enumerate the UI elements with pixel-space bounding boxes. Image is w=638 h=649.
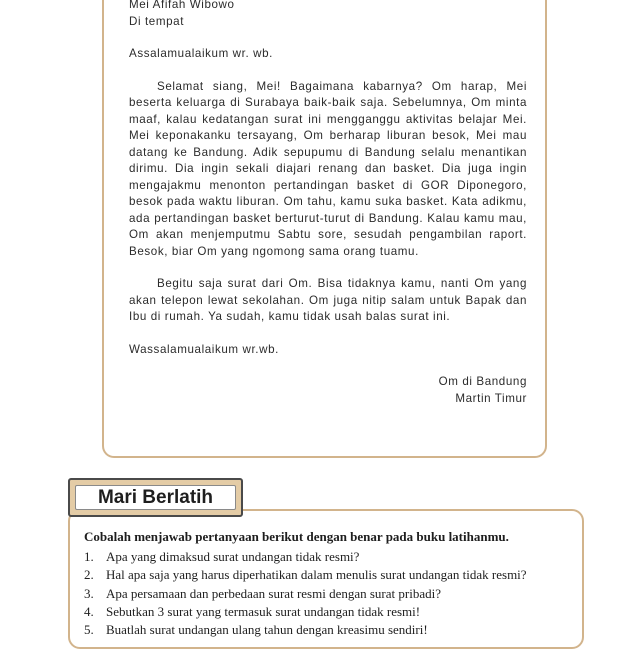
recipient-name: Mei Afifah Wibowo (129, 0, 235, 11)
question-text: Sebutkan 3 surat yang termasuk surat undangan tidak resmi! (106, 603, 421, 619)
question-item (84, 603, 574, 621)
letter-paragraph-2: Begitu saja surat dari Om. Bisa tidaknya kamu, nanti Om yang akan telepon lewat sekolahan. Om juga nitip salam untuk Bapak dan Ibu di rumah. Ya sudah, kamu tidak usah balas surat ini. (129, 277, 527, 323)
letter-body (129, 0, 527, 407)
question-number: 2. (84, 567, 94, 583)
question-item (84, 585, 574, 603)
signature-place: Om di Bandung (438, 375, 527, 388)
question-text: Apa yang dimaksud surat undangan tidak resmi? (106, 549, 360, 564)
question-text: Buatlah surat undangan ulang tahun dengan kreasimu sendiri! (106, 622, 428, 638)
exercise-content (84, 528, 574, 639)
question-text: Hal apa saja yang harus diperhatikan dalam menulis surat undangan tidak resmi? (106, 567, 527, 583)
section-title: Mari Berlatih (75, 485, 236, 510)
letter-greeting: Assalamualaikum wr. wb. (129, 47, 273, 60)
letter-closing: Wassalamualaikum wr.wb. (129, 342, 279, 356)
exercise-instruction: Cobalah menjawab pertanyaan berikut dengan benar pada buku latihanmu. (84, 529, 509, 544)
section-tab (68, 478, 243, 517)
question-number: 1. (84, 549, 94, 564)
question-number: 4. (84, 603, 94, 619)
letter-paragraph-1: Selamat siang, Mei! Bagaimana kabarnya? Om harap, Mei beserta keluarga di Surabaya baik-baik saja. Sebelumnya, Om minta maaf, kalau kedatangan surat ini mengganggu aktivitas belajar Mei. Mei keponakanku tersayang, Om berharap liburan besok, Mei mau datang ke Bandung. Adik sepupumu di Bandung selalu menantikan dirimu. Dia ingin sekali diajari renang dan basket. Dia juga ingin mengajakmu menonton pertandingan basket di GOR Diponegoro, besok pada waktu liburan. Om tahu, kamu suka basket. Kata adikmu, ada pertandingan basket berturut-turut di Bandung. Kalau kamu mau, Om akan menjemputmu Sabtu sore, sesudah pengambilan raport. Besok, biar Om yang ngomong sama orang tuamu. (129, 79, 527, 258)
question-item (84, 548, 574, 566)
question-item (84, 566, 574, 584)
question-list (84, 548, 574, 639)
question-item (84, 621, 574, 639)
signature-name: Martin Timur (455, 391, 527, 405)
question-number: 3. (84, 585, 94, 601)
question-number: 5. (84, 622, 94, 638)
recipient-place: Di tempat (129, 14, 185, 28)
question-text: Apa persamaan dan perbedaan surat resmi dengan surat pribadi? (106, 585, 441, 601)
